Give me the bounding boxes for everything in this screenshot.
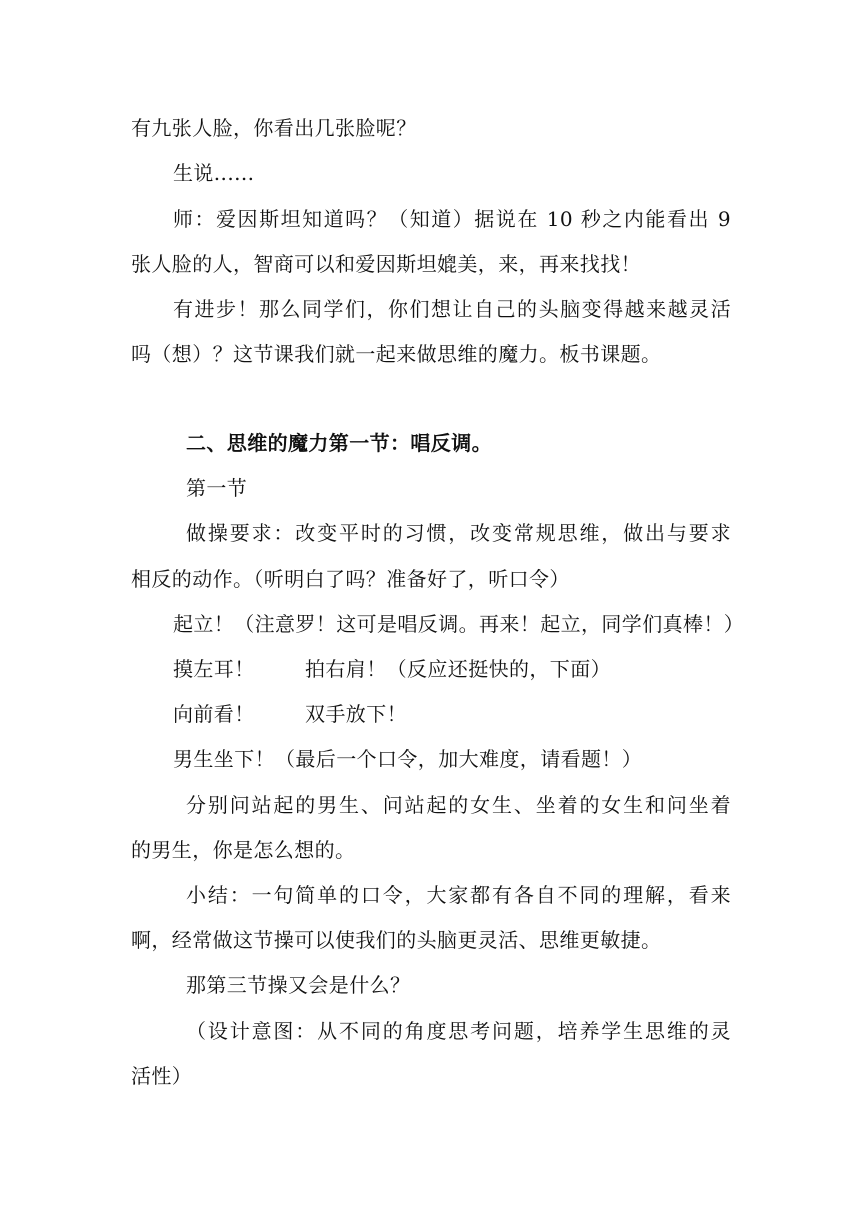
paragraph-line: 那第三节操又会是什么？ bbox=[186, 973, 411, 997]
paragraph-line: 起立！（注意罗！这可是唱反调。再来！起立，同学们真棒！） bbox=[173, 612, 745, 636]
paragraph-line: 做操要求：改变平时的习惯，改变常规思维，做出与要求 bbox=[186, 521, 731, 545]
paragraph-line: 活性） bbox=[131, 1064, 193, 1088]
command-line: 双手放下！ bbox=[305, 702, 407, 726]
paragraph-line: 男生坐下！（最后一个口令，加大难度，请看题！） bbox=[173, 747, 643, 771]
paragraph-line: 相反的动作。（听明白了吗？准备好了，听口令） bbox=[131, 567, 570, 591]
section-heading: 二、思维的魔力第一节：唱反调。 bbox=[186, 431, 492, 455]
paragraph-line: 小结：一句简单的口令，大家都有各自不同的理解，看来 bbox=[186, 883, 731, 907]
paragraph-line: 有九张人脸，你看出几张脸呢？ bbox=[131, 116, 417, 140]
paragraph-line: （设计意图：从不同的角度思考问题，培养学生思维的灵 bbox=[186, 1019, 731, 1043]
paragraph-line: 师：爱因斯坦知道吗？（知道）据说在 10 秒之内能看出 9 bbox=[173, 207, 731, 231]
paragraph-line: 分别问站起的男生、问站起的女生、坐着的女生和问坐着 bbox=[186, 793, 731, 817]
command-line: 向前看！ bbox=[173, 702, 255, 726]
command-line: 拍右肩！（反应还挺快的，下面） bbox=[305, 657, 611, 681]
paragraph-line: 张人脸的人，智商可以和爱因斯坦媲美，来，再来找找！ bbox=[131, 252, 641, 276]
paragraph-line: 有进步！那么同学们，你们想让自己的头脑变得越来越灵活 bbox=[173, 297, 731, 321]
command-line: 摸左耳！ bbox=[173, 657, 255, 681]
paragraph-line: 啊，经常做这节操可以使我们的头脑更灵活、思维更敏捷。 bbox=[131, 928, 662, 952]
paragraph-line: 生说...... bbox=[173, 161, 255, 185]
paragraph-line: 第一节 bbox=[186, 476, 248, 500]
paragraph-line: 吗（想）？这节课我们就一起来做思维的魔力。板书课题。 bbox=[131, 342, 662, 366]
paragraph-line: 的男生，你是怎么想的。 bbox=[131, 838, 356, 862]
